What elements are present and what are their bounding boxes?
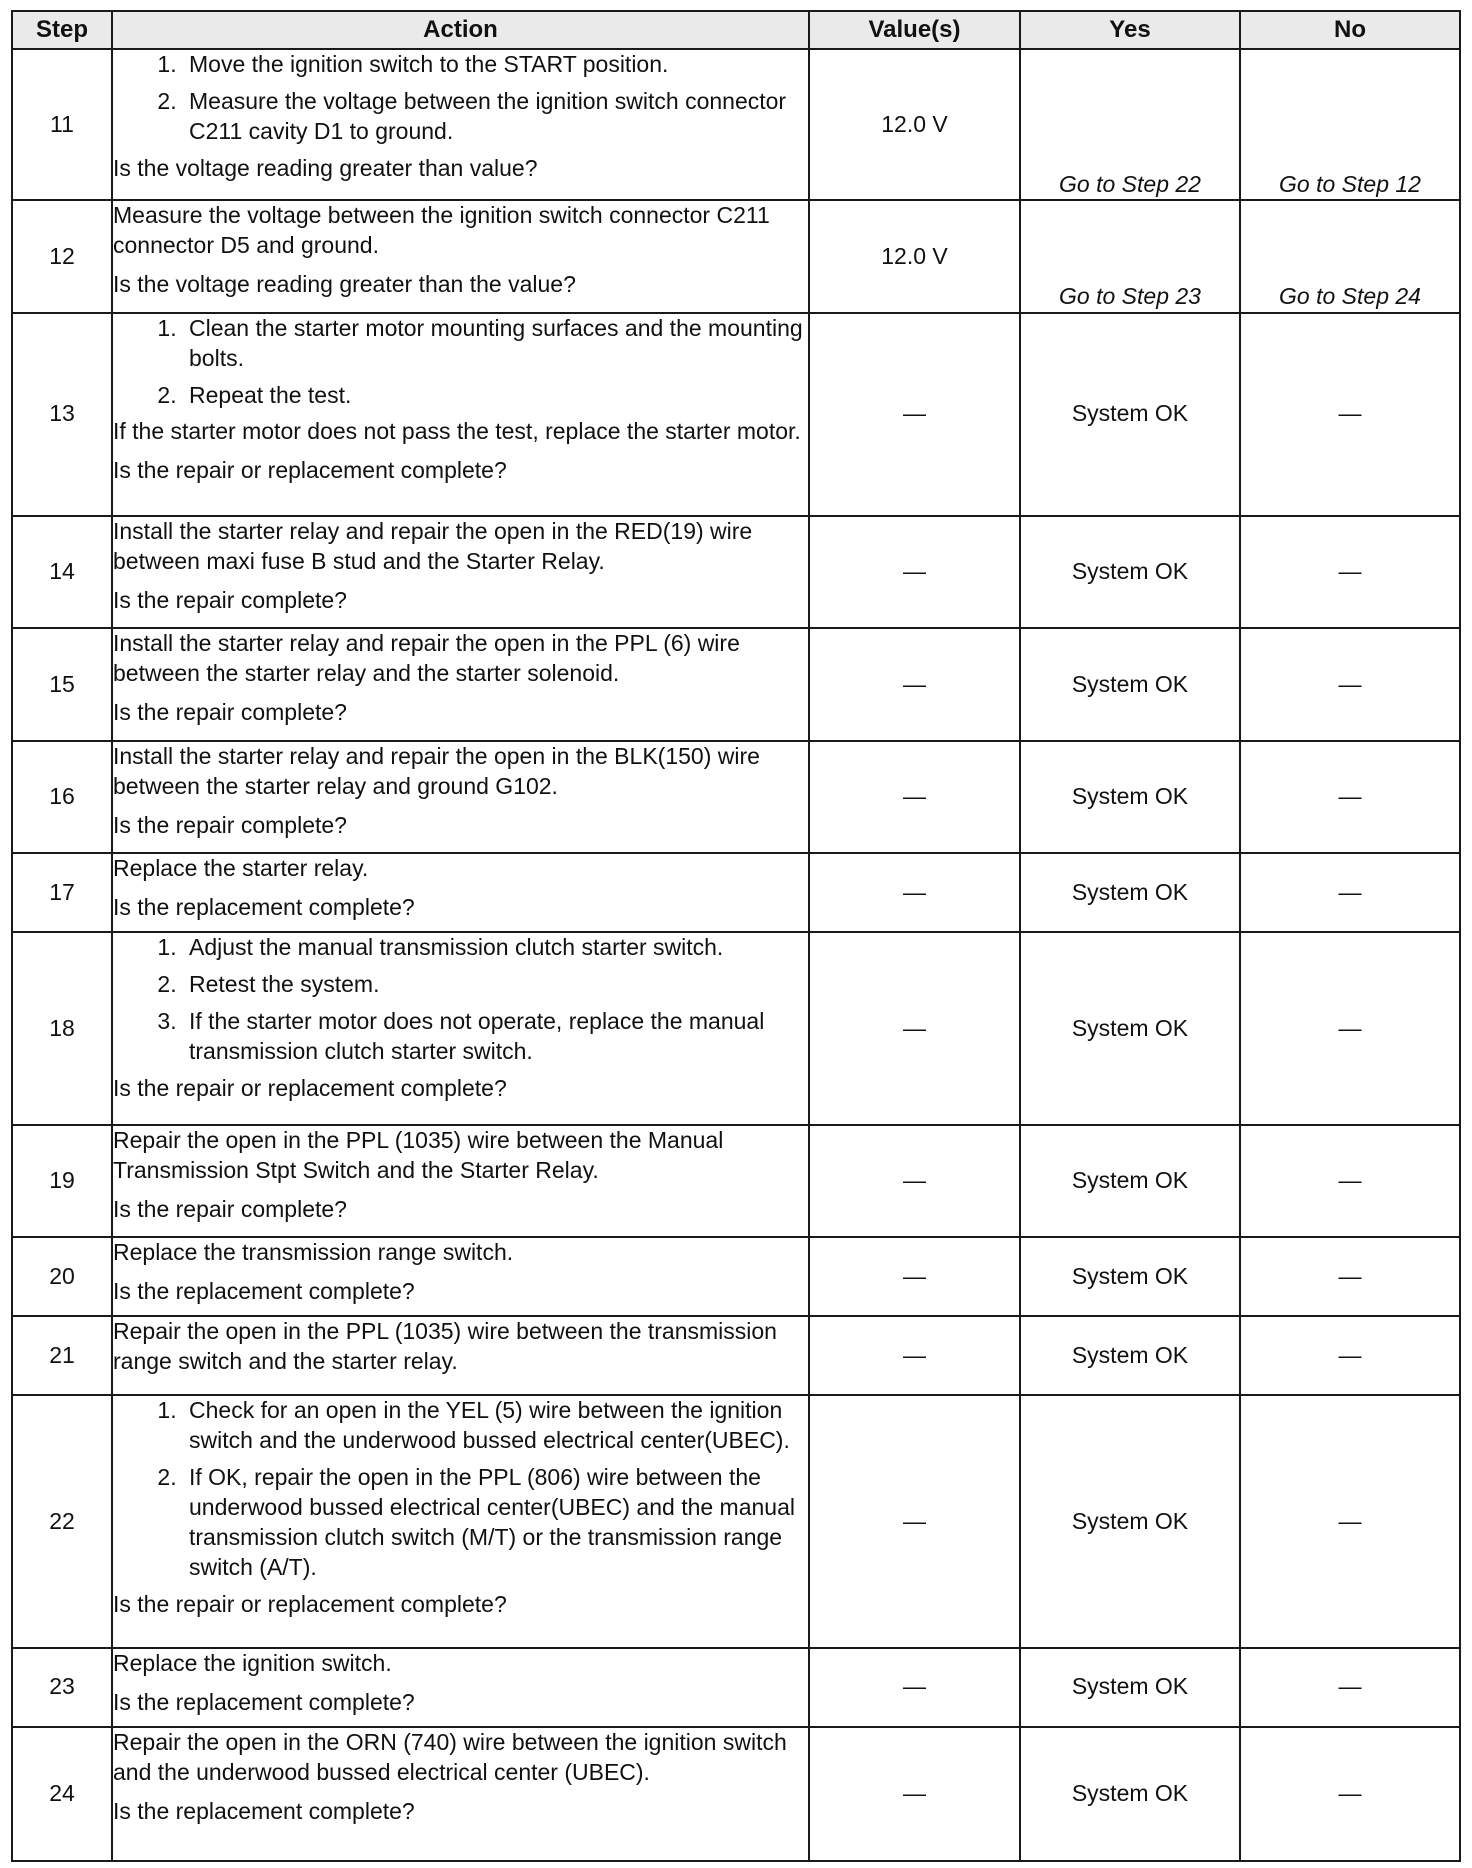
value-cell: — <box>809 1648 1020 1727</box>
action-list-item: 1. Adjust the manual transmission clutch starter switch. <box>183 933 808 963</box>
action-question: Is the repair complete? <box>113 586 347 613</box>
table-row <box>12 932 1460 1125</box>
header-step: Step <box>12 11 112 49</box>
action-question: Is the repair complete? <box>113 811 347 838</box>
step-cell: 16 <box>12 741 112 853</box>
value-cell: 12.0 V <box>809 49 1020 200</box>
value-cell: — <box>809 1316 1020 1395</box>
yes-cell: System OK <box>1020 628 1240 740</box>
table-body <box>12 49 1460 1861</box>
yes-cell: System OK <box>1020 1727 1240 1861</box>
action-cell <box>112 313 809 516</box>
no-cell: — <box>1240 1237 1460 1316</box>
action-cell <box>112 741 809 853</box>
header-values: Value(s) <box>809 11 1020 49</box>
action-question: Is the repair or replacement complete? <box>113 1074 507 1101</box>
no-cell: — <box>1240 932 1460 1125</box>
action-cell <box>112 1395 809 1647</box>
action-text: Replace the transmission range switch. <box>113 1239 514 1266</box>
value-cell: — <box>809 741 1020 853</box>
action-question: Is the replacement complete? <box>113 1797 415 1824</box>
no-cell: — <box>1240 1648 1460 1727</box>
action-question: Is the repair complete? <box>113 1195 347 1222</box>
action-cell <box>112 932 809 1125</box>
action-cell <box>112 49 809 200</box>
no-cell: — <box>1240 313 1460 516</box>
action-list-item: 1. Check for an open in the YEL (5) wire between the ignition switch and the underwood bussed electrical center(UBEC). <box>183 1396 808 1456</box>
table-row <box>12 628 1460 740</box>
yes-cell: System OK <box>1020 1237 1240 1316</box>
action-cell <box>112 1125 809 1237</box>
no-cell: — <box>1240 1727 1460 1861</box>
action-question: Is the voltage reading greater than value? <box>113 154 538 181</box>
value-cell: — <box>809 1237 1020 1316</box>
yes-cell: System OK <box>1020 741 1240 853</box>
step-cell: 19 <box>12 1125 112 1237</box>
step-cell: 11 <box>12 49 112 200</box>
step-cell: 23 <box>12 1648 112 1727</box>
yes-cell: System OK <box>1020 1316 1240 1395</box>
no-cell: Go to Step 12 <box>1240 49 1460 200</box>
yes-cell: System OK <box>1020 932 1240 1125</box>
action-list <box>113 1396 808 1582</box>
action-question: Is the voltage reading greater than the value? <box>113 271 576 298</box>
yes-cell: System OK <box>1020 1125 1240 1237</box>
yes-cell: System OK <box>1020 853 1240 932</box>
action-list <box>113 933 808 1067</box>
step-cell: 17 <box>12 853 112 932</box>
value-cell: — <box>809 313 1020 516</box>
step-cell: 15 <box>12 628 112 740</box>
value-cell: — <box>809 628 1020 740</box>
header-action: Action <box>112 11 809 49</box>
action-question: Is the replacement complete? <box>113 1278 415 1305</box>
table-row <box>12 1316 1460 1395</box>
action-list-item: 2. Repeat the test. <box>183 381 808 411</box>
action-list-item: 2. Retest the system. <box>183 970 808 1000</box>
action-text: Repair the open in the ORN (740) wire between the ignition switch and the underwood bussed electrical center (UBEC). <box>113 1728 787 1785</box>
action-question: Is the repair or replacement complete? <box>113 1590 507 1617</box>
table-row <box>12 1125 1460 1237</box>
yes-cell: System OK <box>1020 516 1240 628</box>
table-row <box>12 1648 1460 1727</box>
no-cell: — <box>1240 516 1460 628</box>
action-list-item: 1. Move the ignition switch to the START position. <box>183 50 808 80</box>
yes-cell: System OK <box>1020 313 1240 516</box>
table-row <box>12 313 1460 516</box>
action-question: Is the replacement complete? <box>113 1688 415 1715</box>
action-text: Install the starter relay and repair the open in the PPL (6) wire between the starter relay and the starter solenoid. <box>113 630 740 687</box>
value-cell: 12.0 V <box>809 200 1020 312</box>
step-cell: 21 <box>12 1316 112 1395</box>
action-text: Replace the ignition switch. <box>113 1649 392 1676</box>
action-question: Is the replacement complete? <box>113 894 415 921</box>
step-cell: 18 <box>12 932 112 1125</box>
action-cell <box>112 200 809 312</box>
value-cell: — <box>809 516 1020 628</box>
action-text: Replace the starter relay. <box>113 855 369 882</box>
table-row <box>12 1395 1460 1647</box>
no-cell: — <box>1240 1125 1460 1237</box>
no-cell: — <box>1240 1395 1460 1647</box>
table-row <box>12 516 1460 628</box>
action-cell <box>112 628 809 740</box>
action-text: Repair the open in the PPL (1035) wire between the transmission range switch and the starter relay. <box>113 1318 777 1375</box>
action-cell <box>112 516 809 628</box>
action-text: Install the starter relay and repair the open in the RED(19) wire between maxi fuse B stud and the Starter Relay. <box>113 518 753 574</box>
action-text: Measure the voltage between the ignition switch connector C211 connector D5 and ground. <box>113 202 770 259</box>
value-cell: — <box>809 1727 1020 1861</box>
action-cell <box>112 1237 809 1316</box>
action-text: Repair the open in the PPL (1035) wire between the Manual Transmission Stpt Switch and the Starter Relay. <box>113 1126 724 1183</box>
action-cell <box>112 853 809 932</box>
table-row <box>12 741 1460 853</box>
action-list-item: 2. Measure the voltage between the ignition switch connector C211 cavity D1 to ground. <box>183 87 808 147</box>
yes-cell: System OK <box>1020 1648 1240 1727</box>
action-list <box>113 314 808 411</box>
action-list-item: 2. If OK, repair the open in the PPL (806) wire between the underwood bussed electrical center(UBEC) and the manual transmission clutch switch (M/T) or the transmission range switch (A/T). <box>183 1463 808 1583</box>
header-no: No <box>1240 11 1460 49</box>
table-row <box>12 853 1460 932</box>
action-cell <box>112 1316 809 1395</box>
value-cell: — <box>809 1125 1020 1237</box>
step-cell: 14 <box>12 516 112 628</box>
no-cell: — <box>1240 853 1460 932</box>
yes-cell: Go to Step 22 <box>1020 49 1240 200</box>
no-cell: — <box>1240 1316 1460 1395</box>
no-cell: — <box>1240 628 1460 740</box>
value-cell: — <box>809 1395 1020 1647</box>
no-cell: Go to Step 24 <box>1240 200 1460 312</box>
action-cell <box>112 1727 809 1861</box>
action-question: Is the repair or replacement complete? <box>113 457 507 484</box>
table-row <box>12 49 1460 200</box>
header-yes: Yes <box>1020 11 1240 49</box>
value-cell: — <box>809 932 1020 1125</box>
diagnostic-table <box>11 10 1461 1862</box>
step-cell: 12 <box>12 200 112 312</box>
table-row <box>12 1727 1460 1861</box>
action-question: Is the repair complete? <box>113 699 347 726</box>
step-cell: 22 <box>12 1395 112 1647</box>
header-row <box>12 11 1460 49</box>
step-cell: 13 <box>12 313 112 516</box>
action-text: If the starter motor does not pass the test, replace the starter motor. <box>113 418 801 445</box>
action-text: Install the starter relay and repair the open in the BLK(150) wire between the starter relay and ground G102. <box>113 742 760 799</box>
table-row <box>12 1237 1460 1316</box>
value-cell: — <box>809 853 1020 932</box>
action-cell <box>112 1648 809 1727</box>
table-row <box>12 200 1460 312</box>
action-list-item: 3. If the starter motor does not operate, replace the manual transmission clutch starter switch. <box>183 1007 808 1067</box>
step-cell: 20 <box>12 1237 112 1316</box>
action-list <box>113 50 808 147</box>
action-list-item: 1. Clean the starter motor mounting surfaces and the mounting bolts. <box>183 314 808 374</box>
yes-cell: System OK <box>1020 1395 1240 1647</box>
yes-cell: Go to Step 23 <box>1020 200 1240 312</box>
step-cell: 24 <box>12 1727 112 1861</box>
no-cell: — <box>1240 741 1460 853</box>
